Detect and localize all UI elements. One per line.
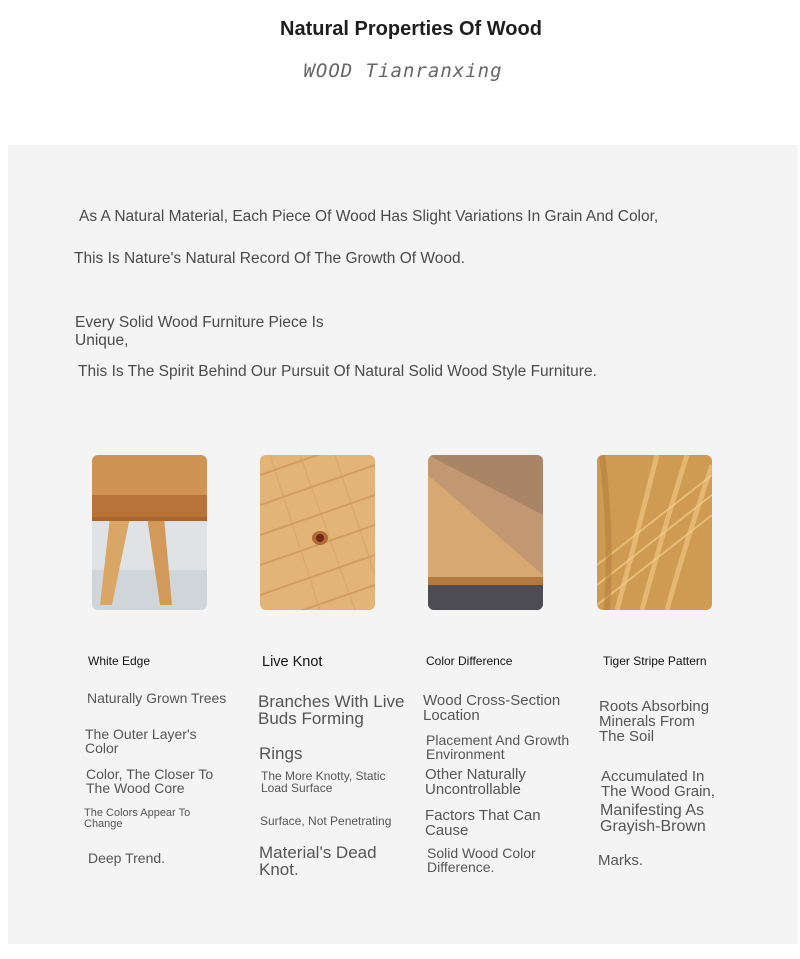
intro-line-1: As A Natural Material, Each Piece Of Wood Has Slight Variations In Grain And Color, bbox=[79, 208, 659, 225]
intro-line-3: Every Solid Wood Furniture Piece Is Unique, bbox=[75, 314, 324, 349]
column-title-live-knot: Live Knot bbox=[262, 654, 323, 670]
live-knot-text-5: Material's Dead Knot. bbox=[259, 843, 377, 879]
page-subtitle: WOOD Tianranxing bbox=[303, 60, 503, 82]
white-edge-photo bbox=[92, 455, 207, 610]
column-title-color-difference: Color Difference bbox=[426, 654, 513, 668]
white-edge-text-4: The Colors Appear To Change bbox=[84, 807, 191, 830]
color-difference-text-5: Solid Wood Color Difference. bbox=[427, 845, 536, 875]
intro-line-4: This Is The Spirit Behind Our Pursuit Of Natural Solid Wood Style Furniture. bbox=[78, 363, 597, 380]
white-edge-text-1: Naturally Grown Trees bbox=[87, 690, 227, 706]
tiger-stripe-text-1: Roots Absorbing Minerals From The Soil bbox=[599, 698, 710, 745]
color-difference-text-1: Wood Cross-Section Location bbox=[423, 692, 561, 724]
page-title: Natural Properties Of Wood bbox=[280, 18, 542, 40]
live-knot-text-4: Surface, Not Penetrating bbox=[260, 814, 392, 828]
white-edge-text-5: Deep Trend. bbox=[88, 850, 166, 866]
white-edge-text-3: Color, The Closer To The Wood Core bbox=[86, 766, 214, 796]
live-knot-photo bbox=[260, 455, 375, 610]
color-difference-text-4: Factors That Can Cause bbox=[425, 807, 541, 839]
color-difference-text-2: Placement And Growth Environment bbox=[426, 732, 570, 762]
tiger-stripe-photo bbox=[597, 455, 712, 610]
intro-line-2: This Is Nature's Natural Record Of The Growth Of Wood. bbox=[74, 250, 465, 267]
tiger-stripe-text-4: Marks. bbox=[598, 852, 643, 869]
column-title-tiger-stripe: Tiger Stripe Pattern bbox=[603, 654, 707, 668]
color-difference-photo bbox=[428, 455, 543, 610]
live-knot-text-1: Branches With Live Buds Forming bbox=[258, 692, 405, 728]
color-difference-text-3: Other Naturally Uncontrollable bbox=[425, 766, 526, 798]
white-edge-text-2: The Outer Layer's Color bbox=[85, 726, 197, 756]
tiger-stripe-text-2: Accumulated In The Wood Grain, bbox=[601, 768, 715, 800]
column-title-white-edge: White Edge bbox=[88, 654, 151, 668]
live-knot-text-2: Rings bbox=[259, 744, 303, 763]
live-knot-text-3: The More Knotty, Static Load Surface bbox=[261, 769, 386, 795]
tiger-stripe-text-3: Manifesting As Grayish-Brown bbox=[600, 802, 706, 835]
